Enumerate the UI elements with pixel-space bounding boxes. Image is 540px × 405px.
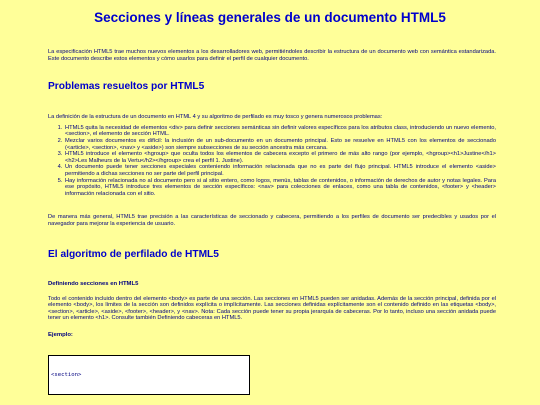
list-item: 2. Mezclar varios documentos es difícil: la inclusión de un sub-documento en un documento principal. Esto se resuelve en HTML5 con los elementos de seccionado (<article>, <section>, <nav> y <aside>) son siempre subsecciones de su sección ancestra más cercana. xyxy=(64,138,496,151)
problems-definition-paragraph: La definición de la estructura de un documento en HTML 4 y su algoritmo de perfilado es muy tosco y genera numerosos problemas: xyxy=(48,114,383,121)
algorithm-heading: El algoritmo de perfilado de HTML5 xyxy=(48,248,219,260)
code-line: <section> xyxy=(51,371,82,378)
list-item: 1. HTML5 quita la necesidad de elementos <div> para definir secciones semánticas sin definir valores específicos para los atributos class, introduciendo un nuevo elemento, <section>, el elemento de sección HTML. xyxy=(64,125,496,138)
code-example-box xyxy=(48,355,250,395)
document-content xyxy=(0,49,540,395)
problems-heading: Problemas resueltos por HTML5 xyxy=(48,81,205,93)
sections-body-paragraph: Todo el contenido incluido dentro del elemento <body> es parte de una sección. Las secciones en HTML5 pueden ser anidadas. Además de la sección principal, definida por el elemento <body>, los límites de la sección son definidos explícita o implícitamente. Las secciones definidas explícitamente son el contenido definido en las etiquetas <body>, <section>, <article>, <aside>, <footer>, <header>, y <nav>. Nota: Cada sección puede tener su propia jerarquía de cabeceras. Por lo tanto, incluso una sección anidada puede tener un elemento <h1>. Consulte también Definiendo cabeceras en HTML5. xyxy=(48,295,496,322)
list-item: 5. Hay información relacionada no al documento pero si al sitio entero, como logos, menús, tablas de contenidos, o información de derechos de autor y notas legales. Para ese propósito, HTML5 introduce tres elementos de sección específicos: <nav> para colecciones de enlaces, como una tabla de contenidos, <footer> y <header> información relacionada con el sitio. xyxy=(64,178,496,198)
list-item: 3. HTML5 introduce el elemento <hgroup> que oculta todos los elementos de cabecera excepto el primero de más alto rango (por ejemplo, <hgroup><h1>Justine</h1><h2>Les Malheurs de la Vertu</h2></hgroup> crea el perfil 1. Justine). xyxy=(64,151,496,164)
page-title: Secciones y líneas generales de un documento HTML5 xyxy=(94,10,446,25)
list-item: 4. Un documento puede tener secciones especiales conteniendo información relacionada que no es parte del flujo principal. HTML5 introduce el elemento <aside> permitiendo a dichas secciones no ser parte del perfil principal. xyxy=(64,164,496,177)
general-paragraph: De manera más general, HTML5 trae precisión a las características de seccionado y cabecera, permitiendo a los perfiles de documento ser predecibles y usados por el navegador para mejorar la experiencia de usuario. xyxy=(48,214,496,227)
intro-paragraph: La especificación HTML5 trae muchos nuevos elementos a los desarrolladores web, permitiéndoles describir la estructura de un documento web con semántica estandarizada. Este documento describe estos elementos y cómo usarlos para definir el perfil de cualquier documento. xyxy=(48,49,496,62)
example-label: Ejemplo: xyxy=(48,331,73,338)
problems-list xyxy=(48,125,496,198)
defining-sections-heading: Definiendo secciones en HTML5 xyxy=(48,280,139,287)
